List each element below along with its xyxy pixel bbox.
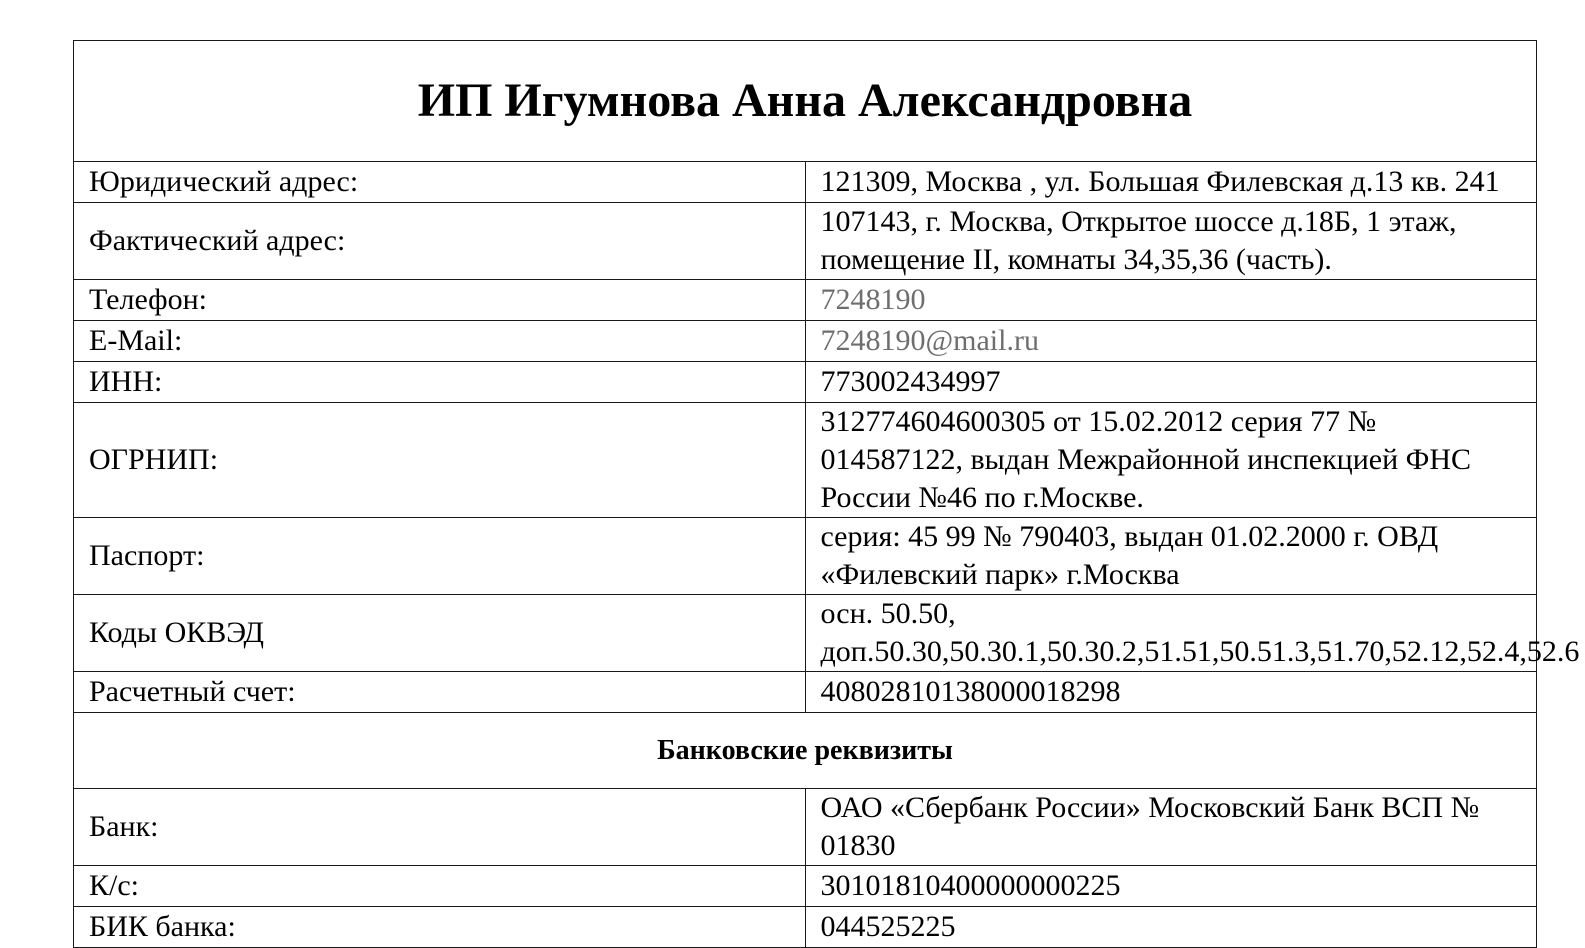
legal-address-label: Юридический адрес: — [74, 162, 806, 203]
legal-address-value: 121309, Москва , ул. Большая Филевская д.13 кв. 241 — [805, 162, 1537, 203]
account-label: Расчетный счет: — [74, 672, 806, 713]
requisites-table — [73, 40, 1580, 948]
actual-address-label: Фактический адрес: — [74, 203, 806, 280]
phone-label: Телефон: — [74, 280, 806, 321]
table-row-passport — [74, 518, 1537, 595]
ogrnip-value: 312774604600305 от 15.02.2012 серия 77 № 014587122, выдан Межрайонной инспекцией ФНС России №46 по г.Москве. — [805, 403, 1537, 518]
okved-label: Коды ОКВЭД — [74, 595, 806, 672]
phone-value: 7248190 — [805, 280, 1537, 321]
table-row-phone — [74, 280, 1537, 321]
table-row-bik — [74, 907, 1537, 948]
ogrnip-label: ОГРНИП: — [74, 403, 806, 518]
corr-account-value: 30101810400000000225 — [805, 866, 1537, 907]
table-row-email — [74, 321, 1537, 362]
email-value: 7248190@mail.ru — [805, 321, 1537, 362]
table-row-account — [74, 672, 1537, 713]
table-row-okved — [74, 595, 1537, 672]
okved-value: осн. 50.50, доп.50.30,50.30.1,50.30.2,51.51,50.51.3,51.70,52.12,52.4,52.6 — [805, 595, 1537, 672]
bik-value: 044525225 — [805, 907, 1537, 948]
table-row-inn — [74, 362, 1537, 403]
email-label: E-Mail: — [74, 321, 806, 362]
table-row-ogrnip — [74, 403, 1537, 518]
table-row-legal-address — [74, 162, 1537, 203]
inn-value: 773002434997 — [805, 362, 1537, 403]
table-row-actual-address — [74, 203, 1537, 280]
bank-section-heading: Банковские реквизиты — [74, 713, 1537, 789]
bank-value: ОАО «Сбербанк России» Московский Банк ВСП № 01830 — [805, 789, 1537, 866]
passport-value: серия: 45 99 № 790403, выдан 01.02.2000 г. ОВД «Филевский парк» г.Москва — [805, 518, 1537, 595]
corr-account-label: К/с: — [74, 866, 806, 907]
bik-label: БИК банка: — [74, 907, 806, 948]
inn-label: ИНН: — [74, 362, 806, 403]
company-title: ИП Игумнова Анна Александровна — [74, 41, 1537, 162]
table-row-bank — [74, 789, 1537, 866]
account-value: 40802810138000018298 — [805, 672, 1537, 713]
passport-label: Паспорт: — [74, 518, 806, 595]
actual-address-value: 107143, г. Москва, Открытое шоссе д.18Б, 1 этаж, помещение II, комнаты 34,35,36 (часть). — [805, 203, 1537, 280]
bank-label: Банк: — [74, 789, 806, 866]
table-row-corr-account — [74, 866, 1537, 907]
